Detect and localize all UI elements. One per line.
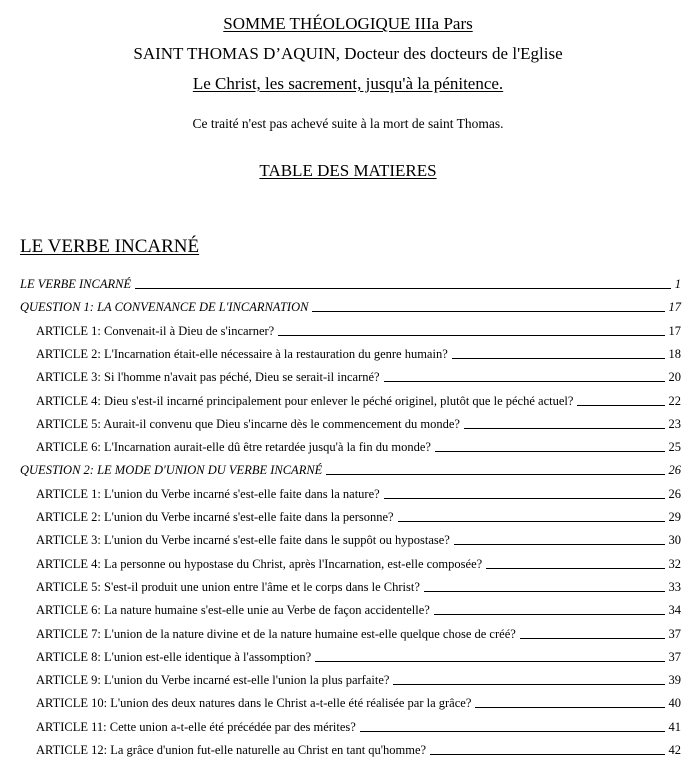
toc-page-number: 26	[668, 463, 681, 478]
toc-article-entry[interactable]	[36, 319, 681, 339]
toc-page-number: 1	[674, 277, 681, 291]
toc-leader-line	[393, 684, 664, 685]
toc-leader-line	[312, 311, 664, 312]
table-of-contents-title: TABLE DES MATIERES	[259, 161, 437, 180]
toc-entry-title: QUESTION 1: LA CONVENANCE DE L'INCARNATION	[20, 300, 309, 315]
toc-leader-line	[424, 591, 665, 592]
toc-article-entry[interactable]	[36, 365, 681, 385]
toc-page-number: 39	[668, 673, 681, 688]
toc-leader-line	[577, 405, 664, 406]
toc-page-number: 42	[668, 743, 681, 757]
toc-entry-title: LE VERBE INCARNÉ	[20, 277, 132, 291]
toc-leader-line	[434, 614, 665, 615]
toc-page-number: 20	[668, 370, 681, 385]
toc-article-entry[interactable]	[36, 622, 681, 642]
toc-entry-title: ARTICLE 6: L'Incarnation aurait-elle dû être retardée jusqu'à la fin du monde?	[36, 440, 431, 455]
document-title: SOMME THÉOLOGIQUE IIIa Pars	[223, 14, 473, 33]
document-subtitle: Le Christ, les sacrement, jusqu'à la pénitence.	[192, 74, 504, 93]
toc-entry-title: ARTICLE 6: La nature humaine s'est-elle unie au Verbe de façon accidentelle?	[36, 603, 430, 618]
toc-entry-title: ARTICLE 12: La grâce d'union fut-elle naturelle au Christ en tant qu'homme?	[36, 743, 427, 757]
toc-article-entry[interactable]	[36, 435, 681, 455]
toc-part-entry[interactable]	[20, 272, 681, 292]
toc-leader-line	[435, 451, 665, 452]
toc-article-entry[interactable]	[36, 482, 681, 502]
toc-page-number: 40	[668, 696, 681, 711]
toc-page-number: 37	[668, 649, 681, 664]
toc-article-entry[interactable]	[36, 505, 681, 525]
toc-leader-line	[475, 707, 664, 708]
toc-page-number: 26	[668, 486, 681, 501]
toc-page-number: 37	[668, 626, 681, 641]
toc-entry-title: ARTICLE 2: L'Incarnation était-elle nécessaire à la restauration du genre humain?	[36, 346, 448, 361]
toc-page-number: 34	[668, 603, 681, 618]
toc-entry-title: ARTICLE 8: L'union est-elle identique à l'assomption?	[36, 649, 312, 664]
toc-page-number: 33	[668, 579, 681, 594]
toc-article-entry[interactable]	[36, 389, 681, 409]
toc-entry-title: ARTICLE 5: S'est-il produit une union entre l'âme et le corps dans le Christ?	[36, 579, 420, 594]
toc-entry-title: ARTICLE 3: L'union du Verbe incarné s'est-elle faite dans le suppôt ou hypostase?	[36, 533, 450, 548]
toc-entry-title: ARTICLE 11: Cette union a-t-elle été précédée par des mérites?	[36, 719, 356, 734]
toc-leader-line	[360, 731, 665, 732]
toc-article-entry[interactable]	[36, 691, 681, 711]
toc-article-entry[interactable]	[36, 412, 681, 432]
toc-leader-line	[520, 638, 665, 639]
toc-article-entry[interactable]	[36, 645, 681, 665]
toc-entry-title: ARTICLE 1: L'union du Verbe incarné s'est-elle faite dans la nature?	[36, 486, 380, 501]
toc-page-number: 17	[668, 323, 681, 338]
toc-entry-title: ARTICLE 4: Dieu s'est-il incarné principalement pour enlever le péché originel, plutôt que le péché actuel?	[36, 393, 574, 408]
section-heading: LE VERBE INCARNÉ	[20, 236, 200, 257]
toc-leader-line	[384, 381, 665, 382]
toc-page-number: 29	[668, 510, 681, 524]
toc-entry-title: ARTICLE 2: L'union du Verbe incarné s'est-elle faite dans la personne?	[36, 510, 394, 524]
toc-entry-title: ARTICLE 1: Convenait-il à Dieu de s'incarner?	[36, 323, 275, 338]
toc-article-entry[interactable]	[36, 552, 681, 572]
toc-leader-line	[326, 474, 664, 475]
toc-entry-title: ARTICLE 7: L'union de la nature divine et de la nature humaine est-elle quelque chose de créé?	[36, 626, 516, 641]
toc-leader-line	[135, 288, 671, 289]
toc-page-number: 41	[668, 719, 681, 734]
editorial-note: Ce traité n'est pas achevé suite à la mort de saint Thomas.	[192, 116, 504, 131]
toc-leader-line	[464, 428, 665, 429]
toc-entry-title: ARTICLE 10: L'union des deux natures dans le Christ a-t-elle été réalisée par la grâce?	[36, 696, 472, 711]
toc-question-entry[interactable]	[20, 458, 681, 478]
toc-leader-line	[278, 335, 664, 336]
toc-article-entry[interactable]	[36, 668, 681, 688]
toc-entry-title: QUESTION 2: LE MODE D'UNION DU VERBE INCARNÉ	[20, 463, 323, 478]
toc-page-number: 23	[668, 416, 681, 431]
toc-article-entry[interactable]	[36, 738, 681, 758]
toc-leader-line	[452, 358, 665, 359]
toc-question-entry[interactable]	[20, 295, 681, 315]
toc-page-number: 18	[668, 346, 681, 361]
toc-leader-line	[398, 521, 665, 522]
toc-entry-title: ARTICLE 5: Aurait-il convenu que Dieu s'incarne dès le commencement du monde?	[36, 416, 460, 431]
toc-page-number: 25	[668, 440, 681, 455]
toc-leader-line	[430, 754, 664, 755]
toc-leader-line	[454, 544, 665, 545]
toc-article-entry[interactable]	[36, 598, 681, 618]
toc-entry-title: ARTICLE 4: La personne ou hypostase du Christ, après l'Incarnation, est-elle composée?	[36, 556, 483, 571]
toc-page-number: 30	[668, 533, 681, 548]
toc-entry-title: ARTICLE 3: Si l'homme n'avait pas péché, Dieu se serait-il incarné?	[36, 370, 380, 385]
toc-leader-line	[315, 661, 664, 662]
toc-article-entry[interactable]	[36, 342, 681, 362]
toc-article-entry[interactable]	[36, 528, 681, 548]
toc-page-number: 22	[668, 393, 681, 408]
toc-article-entry[interactable]	[36, 715, 681, 735]
toc-page-number: 17	[668, 300, 681, 315]
toc-entry-title: ARTICLE 9: L'union du Verbe incarné est-elle l'union la plus parfaite?	[36, 673, 390, 688]
toc-leader-line	[384, 498, 665, 499]
toc-page-number: 32	[668, 556, 681, 571]
toc-leader-line	[486, 568, 664, 569]
toc-article-entry[interactable]	[36, 575, 681, 595]
author-line: SAINT THOMAS D’AQUIN, Docteur des docteurs de l'Eglise	[133, 44, 563, 63]
